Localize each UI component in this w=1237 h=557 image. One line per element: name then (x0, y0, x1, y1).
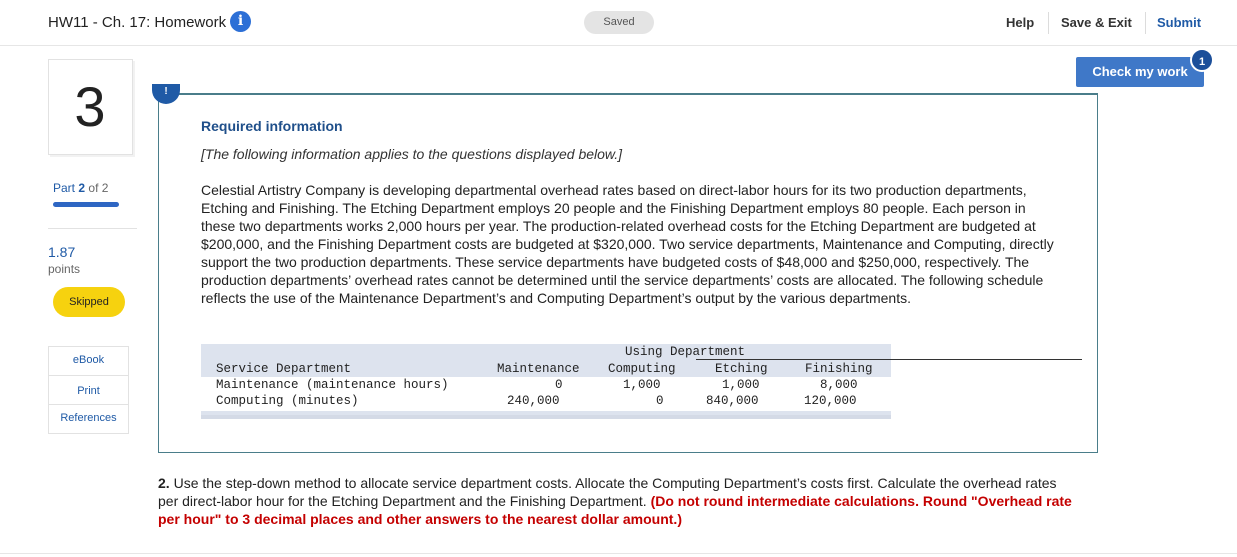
part-indicator (53, 181, 108, 195)
sidebar-divider (48, 228, 137, 229)
column-header: Computing (608, 362, 676, 376)
table-cell: 240,000 (507, 394, 560, 408)
help-link[interactable]: Help (1006, 15, 1035, 30)
header-divider (1145, 12, 1146, 34)
question-number-card (48, 59, 133, 155)
info-icon[interactable]: i (230, 11, 251, 32)
top-header (0, 0, 1237, 46)
saved-status-badge: Saved (584, 11, 654, 34)
column-header: Maintenance (497, 362, 580, 376)
required-info-body: Celestial Artistry Company is developing departmental overhead rates based on direct-labor hours for its two production departments, Etching and Finishing. The Etching Department employs 20 people and the Finishing Department employs 80 people. Each person in these two departments works 2,000 hours per year. The production-related overhead costs for the Etching Department are budgeted at $200,000, and the Finishing Department costs are budgeted at $320,000. Two service departments, Maintenance and Computing, directly support the two production departments. These service departments have budgeted costs of $48,000 and $250,000, respectively. The production departments’ overhead rates cannot be determined until the service departments’ costs are allocated. The following schedule reflects the use of the Maintenance Department’s and Computing Department’s output by the various departments. (201, 182, 1054, 306)
points-value: 1.87 (48, 244, 76, 260)
table-cell: 1,000 (623, 378, 661, 392)
resources-panel (48, 346, 129, 434)
part-word: Part (53, 181, 76, 195)
alert-icon: ! (152, 84, 180, 104)
save-exit-link[interactable]: Save & Exit (1061, 15, 1132, 30)
schedule-header-rule (696, 359, 1082, 360)
part-progress-bar (53, 202, 119, 207)
table-cell: 0 (656, 394, 664, 408)
check-my-work-button[interactable]: Check my work (1076, 57, 1204, 87)
part-total: of 2 (88, 181, 109, 195)
row-label: Maintenance (maintenance hours) (216, 378, 449, 392)
required-info-note: [The following information applies to the questions displayed below.] (201, 146, 623, 162)
table-cell: 8,000 (820, 378, 858, 392)
table-cell: 1,000 (722, 378, 760, 392)
question-prompt (158, 474, 1078, 528)
required-info-title: Required information (201, 118, 343, 134)
schedule-bottom-bar (201, 415, 891, 419)
table-cell: 120,000 (804, 394, 857, 408)
question-part-number: 2. (158, 475, 170, 491)
column-header: Etching (715, 362, 768, 376)
table-cell: 0 (555, 378, 563, 392)
row-label: Computing (minutes) (216, 394, 359, 408)
header-divider (1048, 12, 1049, 34)
usage-schedule-table (201, 344, 891, 416)
references-link[interactable]: References (60, 412, 117, 424)
check-count-badge: 1 (1190, 48, 1214, 72)
resources-divider (49, 375, 128, 376)
bottom-divider (0, 553, 1237, 554)
column-header: Finishing (805, 362, 873, 376)
skipped-status-badge: Skipped (53, 287, 125, 317)
part-current: 2 (78, 181, 86, 195)
question-number: 3 (74, 75, 106, 138)
using-department-header: Using Department (625, 345, 746, 359)
resources-divider (49, 404, 128, 405)
assignment-title: HW11 - Ch. 17: Homework (48, 14, 227, 31)
table-cell: 840,000 (706, 394, 759, 408)
print-link[interactable]: Print (77, 385, 100, 397)
rounding-instruction: (Do not round intermediate calculations. Round "Overhead rate per hour" to 3 decimal places and other answers to the nearest dollar amount.) (158, 493, 1072, 527)
ebook-link[interactable]: eBook (72, 354, 105, 366)
points-label: points (48, 262, 81, 276)
question-text: Use the step-down method to allocate service department costs. Allocate the Computing Department’s costs first. Calculate the overhead rates per direct-labor hour for the Etching Department and the Finishing Department. (158, 475, 1057, 509)
service-department-header: Service Department (216, 362, 352, 376)
submit-link[interactable]: Submit (1157, 15, 1202, 30)
